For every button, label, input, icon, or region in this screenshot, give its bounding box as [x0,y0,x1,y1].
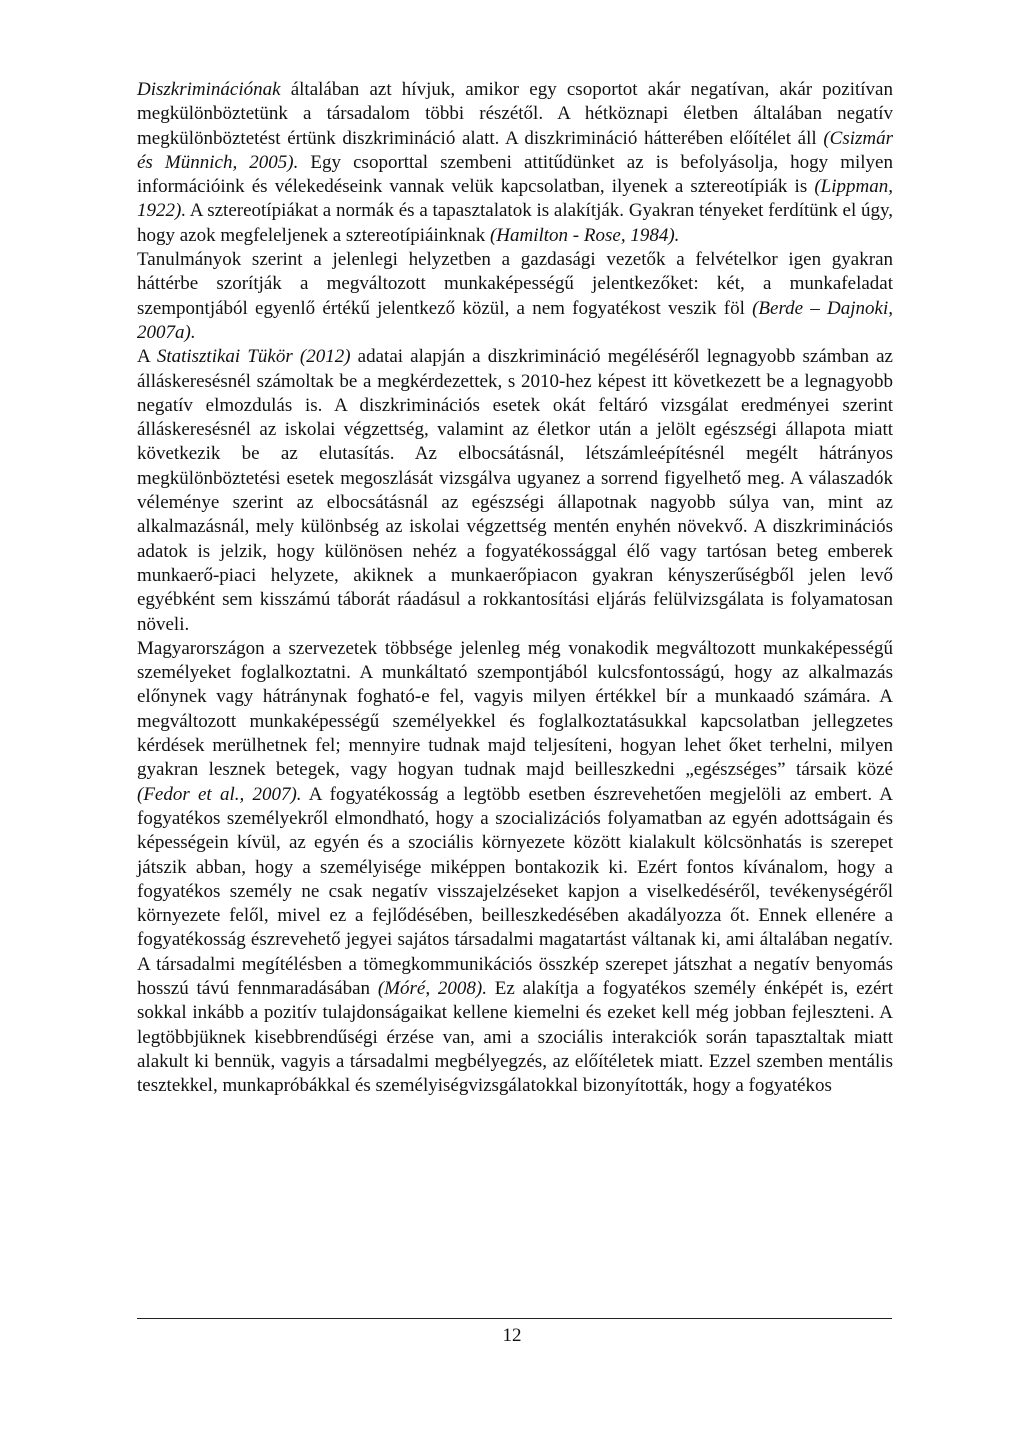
paragraph-discrimination-definition [137,78,893,248]
text-run: A sztereotípiákat a normák és a tapasztalatok is alakítják. Gyakran tényeket ferdítünk el úgy, hogy azok megfeleljenek a sztereotípiáinknak [137,200,893,246]
italic-citation: (Móré, 2008). [377,977,487,999]
paragraph-statistical-mirror [137,345,893,637]
footer-divider [137,1318,892,1319]
text-run: A [137,346,157,368]
text-run: Egy csoporttal szembeni attitűdünket az is befolyásolja, hogy milyen információink és vélekedéseink vannak velük kapcsolatban, ilyenek a sztereotípiák is [137,151,893,198]
text-run: Magyarországon a szervezetek többsége jelenleg még vonakodik megváltozott munkaképességű személyeket foglalkoztatni. A munkáltató szempontjából kulcsfontosságú, hogy az alkalmazás előnynek vagy hátránynak fogható-e fel, vagyis milyen értékkel bír a munkaadó számára. A megváltozott munkaképességű személyekkel és foglalkoztatásukkal kapcsolatban jellegzetes kérdések merülhetnek fel; mennyire tudnak majd teljesíteni, hogyan lehet őket terhelni, milyen gyakran lesznek betegek, vagy hogyan tudnak majd beilleszkedni „egészséges” társaik közé [137,637,893,781]
page-number: 12 [502,1325,522,1346]
document-body [137,78,893,1398]
paragraph-hungary-employers [137,637,893,1099]
paragraph-hiring-studies [137,248,893,345]
italic-citation: (Lippman, 1922). [137,176,893,222]
text-run: A fogyatékosság a legtöbb esetben észrevehetően megjelöli az embert. A fogyatékos személyekről elmondható, hogy a szocializációs folyamatban az egyén adottságain és képességein kívül, az egyén és a szociális környezete között kialakult kölcsönhatás is szerepet játszik abban, hogy a személyisége miképpen bontakozik ki. Ezért fontos kívánalom, hogy a fogyatékos személy ne csak negatív visszajelzéseket kapjon a viselkedéséről, tevékenységéről környezete felől, mivel ez a fejlődésében, beilleszkedésében akadályozza őt. Ennek ellenére a fogyatékosság észrevehető jegyei sajátos társadalmi magatartást váltanak ki, ami általában negatív. A társadalmi megítélésben a tömegkommunikációs összkép szerepet játszhat a negatív benyomás hosszú távú fennmaradásában [137,783,893,999]
text-run: adatai alapján a diszkrimináció megéléséről legnagyobb számban az álláskeresésnél számoltak be a megkérdezettek, s 2010-hez képest itt következett be a legnagyobb negatív elmozdulás is. A diszkriminációs esetek okát feltáró vizsgálat eredményei szerint álláskeresésnél az iskolai végzettség, valamint az életkor után a jelölt egészségi állapota miatt következik be az elutasítás. Az elbocsátásnál, létszámleépítésnél megélt hátrányos megkülönböztetési esetek megoszlását vizsgálva ugyanez a sorrend figyelhető meg. A válaszadók véleménye szerint az elbocsátásnál az egészségi állapotnak nagyobb súlya van, mint az alkalmazásnál, mely különbség az iskolai végzettség mentén enyhén növekvő. A diszkriminációs adatok is jelzik, hogy különösen nehéz a fogyatékossággal élő vagy tartósan beteg emberek munkaerő-piaci helyzete, akiknek a munkaerőpiacon gyakran kényszerűségből jelen levő egyébként sem kisszámú táborát ráadásul a rokkantosítási eljárás felülvizsgálata is folyamatosan növeli. [137,346,893,635]
italic-citation: (Hamilton - Rose, 1984). [489,224,680,246]
italic-citation: (Fedor et al., 2007). [137,783,302,805]
text-run: általában azt hívjuk, amikor egy csoportot akár negatívan, akár pozitívan megkülönböztetünk a társadalom többi részétől. A hétköznapi életben általában negatív megkülönböztetést értünk diszkrimináció alatt. A diszkrimináció hátterében előítélet áll [137,79,893,149]
italic-citation: Diszkriminációnak [137,79,281,100]
italic-citation: (Berde – Dajnoki, 2007a). [137,297,893,343]
text-run: Tanulmányok szerint a jelenlegi helyzetben a gazdasági vezetők a felvételkor igen gyakran háttérbe szorítják a megváltozott munkaképességű jelentkezőket: két, a munkafeladat szempontjából egyenlő értékű jelentkező közül, a nem fogyatékost veszik föl [137,249,893,319]
italic-citation: Statisztikai Tükör (2012) [156,346,351,368]
italic-citation: (Csizmár és Münnich, 2005). [137,127,893,173]
text-run: Ez alakítja a fogyatékos személy énképét is, ezért sokkal inkább a pozitív tulajdonságaikat kellene kiemelni és ezeket kell még jobban fejleszteni. A legtöbbjüknek kisebbrendűségi érzése van, ami a szociális interakciók során tapasztaltak miatt alakult ki bennük, vagyis a társadalmi megbélyegzés, az előítéletek miatt. Ezzel szemben mentális tesztekkel, munkapróbákkal és személyiségvizsgálatokkal bizonyították, hogy a fogyatékos [137,977,893,1097]
